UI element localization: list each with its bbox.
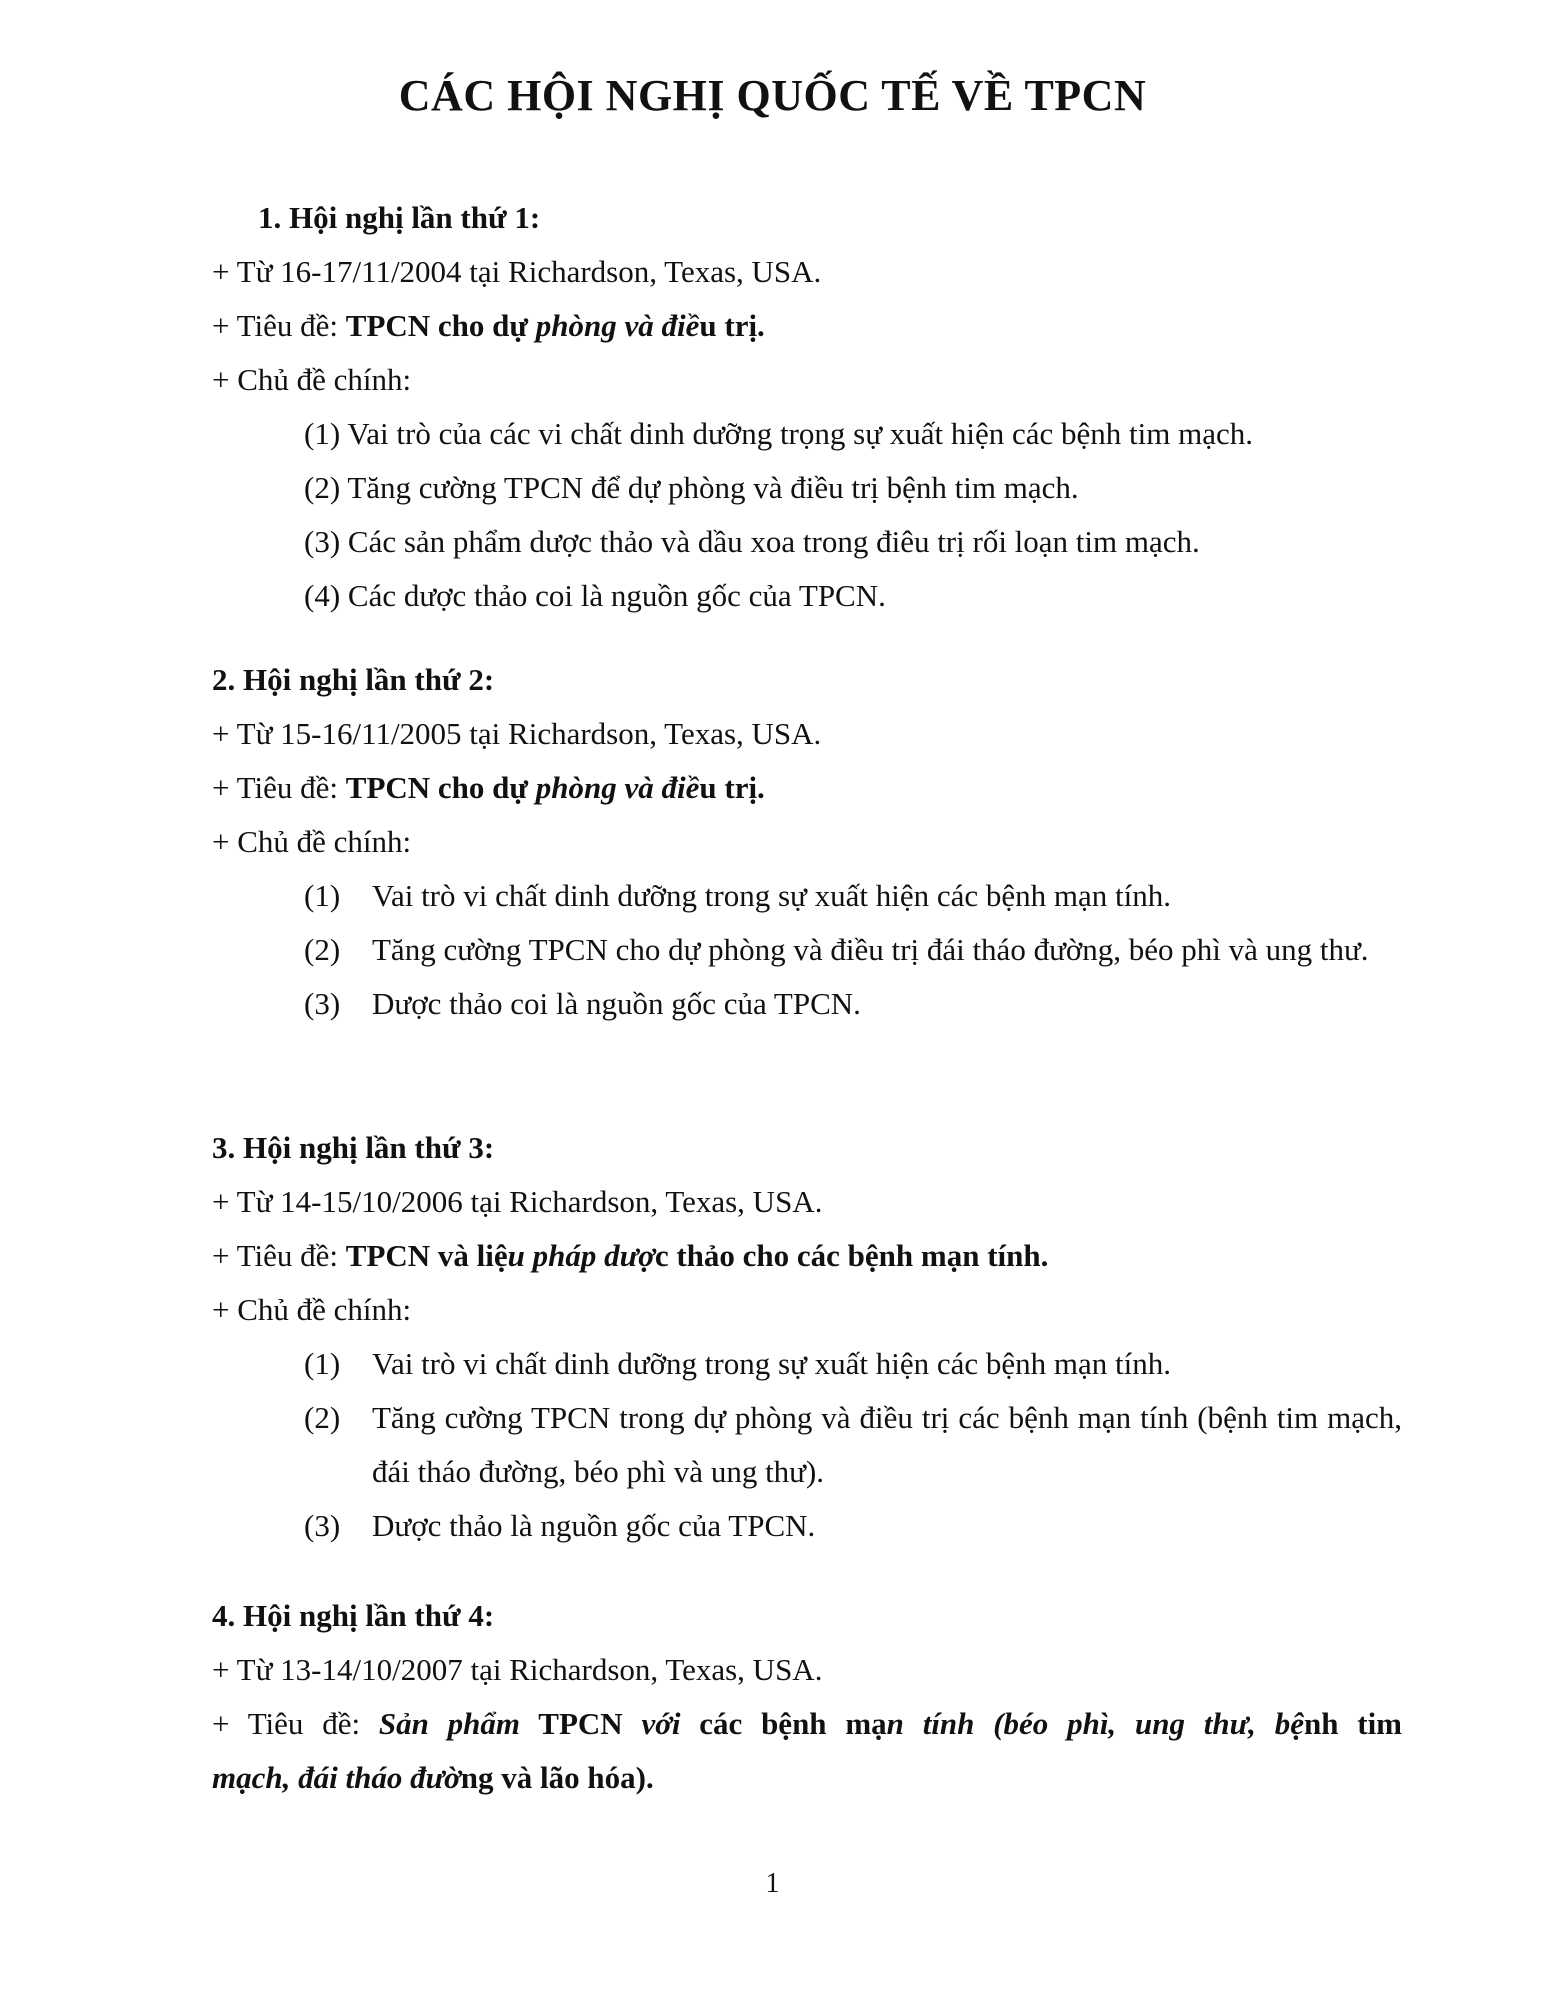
section-1-topic-4: (4) Các dược thảo coi là nguồn gốc của TPCN. (304, 578, 886, 613)
section-3-title-tail: c thảo cho các bệnh mạn tính. (654, 1238, 1049, 1273)
section-4-title-part-8: ng và lão hóa). (460, 1760, 654, 1795)
section-4-title-part-6: nh tim (1303, 1706, 1403, 1741)
section-2-title-label: + Tiêu đề: (212, 770, 346, 805)
section-1-title-tail: u trị. (699, 308, 765, 343)
topic-number: (3) (304, 1508, 341, 1543)
section-1-title-bold-italic: phòng và điề (535, 308, 700, 343)
section-4-title-label: + Tiêu đề: (212, 1706, 379, 1741)
section-1-title-label: + Tiêu đề: (212, 308, 346, 343)
section-4-title-part-5: n tính (béo phì, ung thư, bệ (886, 1706, 1304, 1741)
topic-text: Vai trò vi chất dinh dưỡng trong sự xuất hiện các bệnh mạn tính. (372, 1346, 1171, 1381)
section-4-title-line-1 (212, 1704, 1402, 1744)
section-1-title-bold: TPCN cho dự (345, 308, 536, 343)
section-3-topic-1 (304, 1337, 1402, 1391)
section-3-topic-3 (304, 1499, 1402, 1553)
section-2-topics (304, 869, 1402, 1031)
topic-text: Tăng cường TPCN trong dự phòng và điều trị các bệnh mạn tính (bệnh tim mạch, đái tháo đường, béo phì và ung thư). (372, 1400, 1402, 1489)
section-3-title-label: + Tiêu đề: (212, 1238, 346, 1273)
page-title: CÁC HỘI NGHỊ QUỐC TẾ VỀ TPCN (398, 71, 1147, 120)
section-3-title (212, 1236, 1402, 1276)
section-4-title-part-2: TPCN (520, 1706, 642, 1741)
section-3-date: + Từ 14-15/10/2006 tại Richardson, Texas, USA. (212, 1184, 823, 1219)
section-1-date: + Từ 16-17/11/2004 tại Richardson, Texas, USA. (212, 254, 822, 289)
section-4-title-part-3: với (641, 1706, 681, 1741)
topic-text: Vai trò vi chất dinh dưỡng trong sự xuất hiện các bệnh mạn tính. (372, 878, 1171, 913)
section-3-heading: 3. Hội nghị lần thứ 3: (212, 1130, 495, 1165)
topic-number: (2) (304, 1400, 341, 1435)
section-2-title-tail: u trị. (699, 770, 765, 805)
topic-number: (1) (304, 878, 341, 913)
section-2-topic-1 (304, 869, 1402, 923)
section-2-topics-label: + Chủ đề chính: (212, 824, 412, 859)
section-4-date: + Từ 13-14/10/2007 tại Richardson, Texas, USA. (212, 1652, 823, 1687)
section-1-title (212, 306, 1402, 346)
section-3-topics (304, 1337, 1402, 1553)
section-1-topic-1: (1) Vai trò của các vi chất dinh dưỡng trọng sự xuất hiện các bệnh tim mạch. (304, 416, 1253, 451)
section-4-title-part-4: các bệnh mạ (680, 1706, 887, 1741)
section-1-topics-label: + Chủ đề chính: (212, 362, 412, 397)
section-2-heading: 2. Hội nghị lần thứ 2: (212, 662, 495, 697)
topic-number: (1) (304, 1346, 341, 1381)
section-4-title-part-7: mạch, đái tháo đườ (212, 1760, 461, 1795)
section-2-title (212, 768, 1402, 808)
topic-number: (3) (304, 986, 341, 1021)
section-4-heading: 4. Hội nghị lần thứ 4: (212, 1598, 495, 1633)
section-1-heading: 1. Hội nghị lần thứ 1: (258, 200, 541, 235)
section-1-topic-3: (3) Các sản phẩm dược thảo và dầu xoa trong điêu trị rối loạn tim mạch. (304, 524, 1200, 559)
section-1-topic-2: (2) Tăng cường TPCN để dự phòng và điều trị bệnh tim mạch. (304, 470, 1079, 505)
section-2-title-bold-italic: phòng và điề (535, 770, 700, 805)
topic-number: (2) (304, 932, 341, 967)
section-3-topic-2 (304, 1391, 1402, 1499)
topic-text: Dược thảo là nguồn gốc của TPCN. (372, 1508, 816, 1543)
section-4-title-part-1: Sản phẩm (378, 1706, 521, 1741)
section-2-topic-3 (304, 977, 1402, 1031)
topic-text: Dược thảo coi là nguồn gốc của TPCN. (372, 986, 861, 1021)
page-number: 1 (765, 1868, 780, 1899)
section-2-topic-2 (304, 923, 1402, 977)
section-2-title-bold: TPCN cho dự (345, 770, 536, 805)
section-3-title-bold-italic: u pháp dượ (507, 1238, 655, 1273)
section-3-topics-label: + Chủ đề chính: (212, 1292, 412, 1327)
section-4-title-line-2 (212, 1758, 1402, 1798)
topic-text: Tăng cường TPCN cho dự phòng và điều trị đái tháo đường, béo phì và ung thư. (372, 932, 1369, 967)
section-3-title-bold: TPCN và liệ (345, 1238, 508, 1273)
section-2-date: + Từ 15-16/11/2005 tại Richardson, Texas, USA. (212, 716, 822, 751)
